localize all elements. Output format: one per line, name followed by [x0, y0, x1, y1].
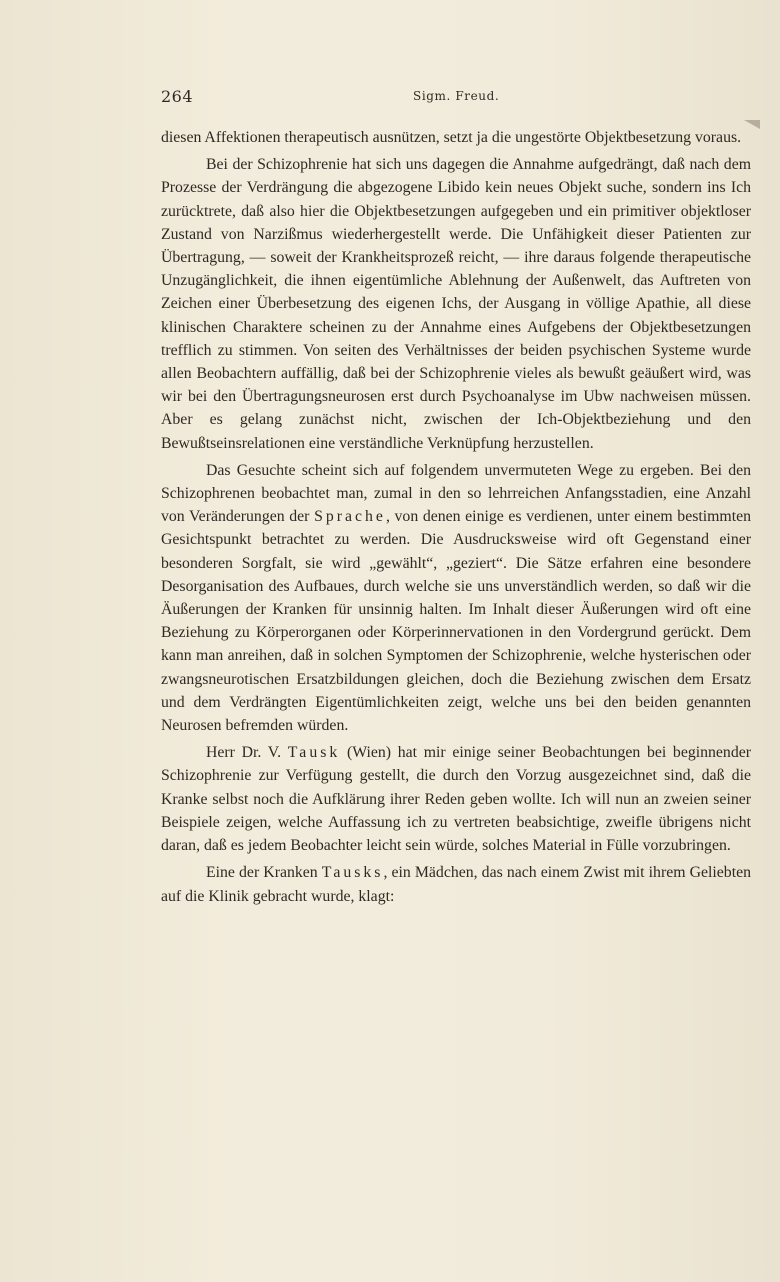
body-text — [161, 126, 751, 912]
paragraph-language-changes — [161, 459, 751, 737]
page-number: 264 — [161, 87, 194, 106]
paragraph-continuation: diesen Affektionen therapeutisch ausnützen, setzt ja die ungestörte Objektbesetzung voraus. — [161, 129, 742, 146]
emphasized-name: Tausk — [287, 744, 341, 762]
paragraph-text-after: , ein Mädchen, das nach einem Zwist mit ihrem Geliebten auf die Klinik gebracht wurde, klagt: — [161, 864, 751, 905]
emphasized-word: Sprache — [314, 508, 386, 526]
paragraph-text-before: Das Gesuchte scheint sich auf folgendem unvermuteten Wege zu ergeben. Bei den Schizophrenen beobachtet man, zumal in den so lehrreichen Anfangsstadien, eine Anzahl von Veränderungen der — [161, 461, 751, 526]
paragraph-text-after: , von denen einige es verdienen, unter einem bestimmten Gesichtspunkt betrachtet zu werden. Die Ausdrucksweise wird oft Gegenstand einer besonderen Sorgfalt, sie wird „gewählt“, „geziert“. Die Sätze erfahren eine besondere Desorganisation des Aufbaues, durch welche sie uns unverständlich werden, so daß wir die Äußerungen der Kranken für unsinnig halten. Im Inhalt dieser Äußerungen wird oft eine Beziehung zu Körperorganen oder Körperinnervationen in den Vordergrund gerückt. Dem kann man anreihen, daß in solchen Symptomen der Schizophrenie, welche hysterischen oder zwangsneurotischen Ersatzbildungen gleichen, doch die Beziehung zwischen dem Ersatz und dem Verdrängten Eigentümlichkeiten zeigt, welche uns bei den beiden genannten Neurosen befremden würden. — [161, 508, 752, 735]
paragraph-text-before: Herr Dr. V. — [206, 744, 288, 762]
paragraph-text-after: (Wien) hat mir einige seiner Beobachtungen bei beginnender Schizophrenie zur Verfügung gestellt, die durch den Vorzug ausgezeichnet sind, daß die Kranke selbst noch die Aufklärung ihrer Reden geben wollte. Ich will nun an zweien seiner Beispiele zeigen, welche Auffassung ich zu vertreten beabsichtige, zweifle übrigens nicht daran, daß es jedem Beobachter leicht sein würde, solches Material in Fülle vorzubringen. — [161, 744, 751, 855]
paragraph-tausk-observations — [161, 741, 751, 857]
paragraph-text-before: Eine der Kranken — [206, 864, 322, 882]
paragraph-schizophrenia: Bei der Schizophrenie hat sich uns dagegen die Annahme aufgedrängt, daß nach dem Prozesse der Verdrängung die abgezogene Libido kein neues Objekt suche, sondern ins Ich zurücktrete, daß also hier die Objektbesetzungen aufgegeben und ein primitiver objektloser Zustand von Narzißmus wiederhergestellt werde. Die Unfähigkeit dieser Patienten zur Übertragung, — soweit der Krankheitsprozeß reicht, — ihre daraus folgende therapeutische Unzugänglichkeit, die ihnen eigentümliche Ablehnung der Außenwelt, das Auftreten von Zeichen einer Überbesetzung des eigenen Ichs, der Ausgang in völlige Apathie, all diese klinischen Charaktere scheinen zu der Annahme eines Aufgebens der Objektbesetzungen trefflich zu stimmen. Von seiten des Verhältnisses der beiden psychischen Systeme wurde allen Beobachtern auffällig, daß bei der Schizophrenie vieles als bewußt geäußert wird, was wir bei den Übertragungsneurosen erst durch Psychoanalyse im Ubw nachweisen müssen. Aber es gelang zunächst nicht, zwischen der Ich-Objektbeziehung und den Bewußtseinsrelationen eine verständliche Verknüpfung herzustellen. — [161, 156, 751, 452]
emphasized-name: Tausks — [321, 864, 384, 882]
page-header — [161, 87, 751, 109]
running-head: Sigm. Freud. — [413, 89, 500, 103]
paragraph-patient-example — [161, 861, 751, 907]
